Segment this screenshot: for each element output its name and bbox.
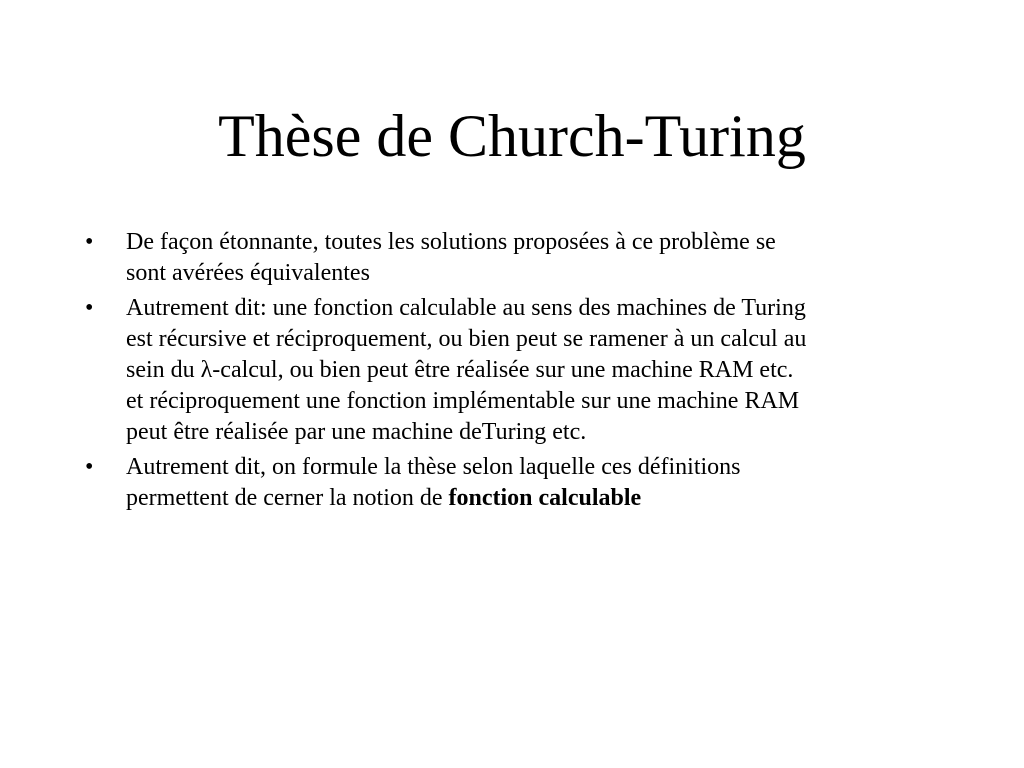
text-line: et réciproquement une fonction implémentable sur une machine RAM [126,388,800,414]
text-line: sein du λ-calcul, ou bien peut être réalisée sur une machine RAM etc. [126,357,794,383]
bullet-icon: • [85,454,94,480]
text-line: Autrement dit, on formule la thèse selon laquelle ces définitions [126,454,741,480]
text-line: De façon étonnante, toutes les solutions proposées à ce problème se [126,229,776,255]
bullet-text [126,227,955,289]
bullet-list [85,227,955,518]
bullet-text [126,293,955,448]
bullet-item-3 [85,452,955,514]
bold-term: fonction calculable [448,485,642,511]
text-line-prefix: permettent de cerner la notion de [126,485,449,511]
text-line [126,483,955,514]
text-line: est récursive et réciproquement, ou bien peut se ramener à un calcul au [126,326,807,352]
text-line: peut être réalisée par une machine deTuring etc. [126,419,587,445]
text-line: Autrement dit: une fonction calculable au sens des machines de Turing [126,295,806,321]
bullet-icon: • [85,295,94,321]
bullet-item-2 [85,293,955,448]
text-line: sont avérées équivalentes [126,260,370,286]
bullet-item-1 [85,227,955,289]
bullet-icon: • [85,229,94,255]
slide-title: Thèse de Church-Turing [218,103,806,169]
bullet-text [126,452,955,514]
